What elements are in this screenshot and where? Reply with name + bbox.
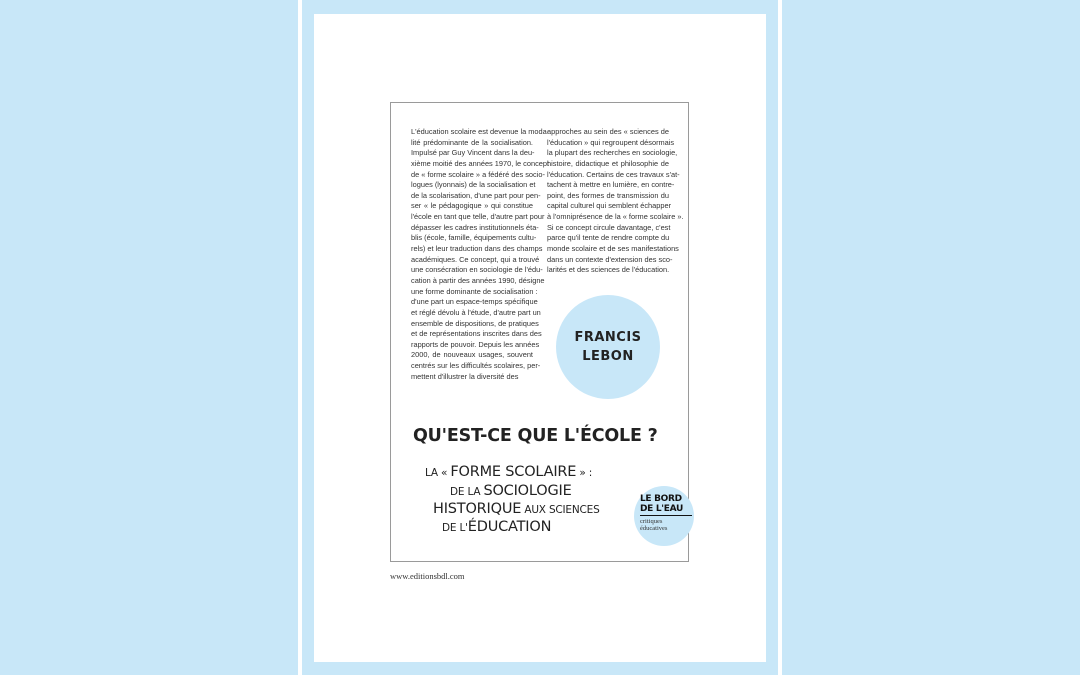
blurb-line: ensemble de dispositions, de pratiques — [411, 318, 539, 328]
blurb-line: l'éducation. Certains de ces travaux s'at- — [547, 169, 680, 179]
blurb-column-left — [411, 127, 550, 382]
blurb-line: l'éducation » qui regroupent désormais — [547, 137, 675, 147]
blurb-line: l'école en tant que telle, d'autre part pour — [411, 212, 545, 222]
blurb-line: dans un contexte d'extension des sco- — [547, 254, 673, 264]
blurb-line: de « forme scolaire » a fédéré des socio- — [411, 169, 545, 179]
blurb-line: larités et des sciences de l'éducation. — [547, 265, 670, 275]
blurb-line: de la scolarisation, d'une part pour pen- — [411, 190, 541, 200]
blurb-line: et de représentations inscrites dans des — [411, 329, 542, 339]
collection-name-2: éducatives — [640, 525, 668, 532]
blurb-line: et réglé dévolu à l'étude, d'autre part un — [411, 307, 541, 317]
author-first-name: FRANCIS — [574, 330, 642, 345]
blurb-line: une forme dominante de socialisation : — [411, 286, 538, 296]
blurb-line: une consécration en sociologie de l'édu- — [411, 265, 543, 275]
blurb-line: à l'omniprésence de la « forme scolaire ». — [547, 212, 684, 222]
book-back-cover — [390, 102, 689, 562]
subtitle-text: AUX SCIENCES — [521, 504, 600, 516]
subtitle-text: FORME SCOLAIRE — [450, 464, 577, 480]
blurb-line: cation à partir des années 1990, désigne — [411, 275, 545, 285]
blurb-line: point, des formes de transmission du — [547, 190, 669, 200]
blurb-column-right — [547, 127, 684, 276]
publisher-logo — [634, 486, 694, 546]
collection-name-1: critiques — [640, 518, 663, 525]
subtitle-text: SOCIOLOGIE — [483, 483, 572, 499]
author-last-name: LEBON — [582, 349, 634, 364]
subtitle-line-1 — [425, 464, 592, 480]
blurb-line: ser « le pédagogique » qui constitue — [411, 201, 533, 211]
blurb-line: rapports de pouvoir. Depuis les années — [411, 339, 540, 349]
blurb-line: lité prédominante de la socialisation. — [411, 137, 533, 147]
blurb-line: mettent d'illustrer la diversité des — [411, 371, 519, 381]
blurb-line: histoire, didactique et philosophie de — [547, 158, 669, 168]
subtitle-line-2 — [450, 483, 572, 499]
publisher-url: www.editionsbdl.com — [390, 571, 465, 581]
book-title: QU'EST-CE QUE L'ÉCOLE ? — [413, 426, 658, 446]
blurb-line: parce qu'il tente de rendre compte du — [547, 233, 670, 243]
blurb-line: centrés sur les difficultés scolaires, per- — [411, 361, 541, 371]
blurb-line: logues (lyonnais) de la socialisation et — [411, 180, 536, 190]
publisher-name-1: LE BORD — [640, 494, 682, 504]
subtitle-text: ÉDUCATION — [467, 519, 552, 535]
blurb-line: rels) et leur traduction dans des champs — [411, 244, 543, 254]
blurb-line: académiques. Ce concept, qui a trouvé — [411, 254, 540, 264]
subtitle-text: » : — [576, 467, 593, 479]
blurb-line: monde scolaire et de ses manifestations — [547, 244, 679, 254]
blurb-line: Impulsé par Guy Vincent dans la deu- — [411, 148, 535, 158]
publisher-name-2: DE L'EAU — [640, 503, 683, 514]
blurb-line: 2000, de nouveaux usages, souvent — [411, 350, 533, 360]
blurb-line: d'une part un espace-temps spécifique — [411, 297, 538, 307]
blurb-line: la plupart des recherches en sociologie, — [547, 148, 678, 158]
blurb-line: approches au sein des « sciences de — [547, 127, 669, 136]
subtitle-line-4 — [442, 519, 551, 535]
blurb-line: L'éducation scolaire est devenue la moda- — [411, 127, 550, 136]
blurb-line: capital culturel qui semblent échapper — [547, 201, 672, 211]
blurb-line: tachent à mettre en lumière, en contre- — [547, 180, 675, 190]
blurb-line: Si ce concept circule davantage, c'est — [547, 222, 671, 232]
blurb-line: xième moitié des années 1970, le concept — [411, 158, 550, 168]
blurb-line: blis (école, famille, équipements cultu- — [411, 233, 537, 243]
blurb-line: dépasser les cadres institutionnels éta- — [411, 222, 539, 232]
logo-rule — [640, 515, 692, 516]
subtitle-text: DE LA — [450, 486, 484, 498]
author-circle — [556, 295, 660, 399]
subtitle-text: HISTORIQUE — [433, 501, 522, 517]
subtitle-line-3 — [433, 501, 600, 517]
subtitle-text: LA « — [425, 467, 451, 479]
subtitle-text: DE L' — [442, 522, 468, 534]
